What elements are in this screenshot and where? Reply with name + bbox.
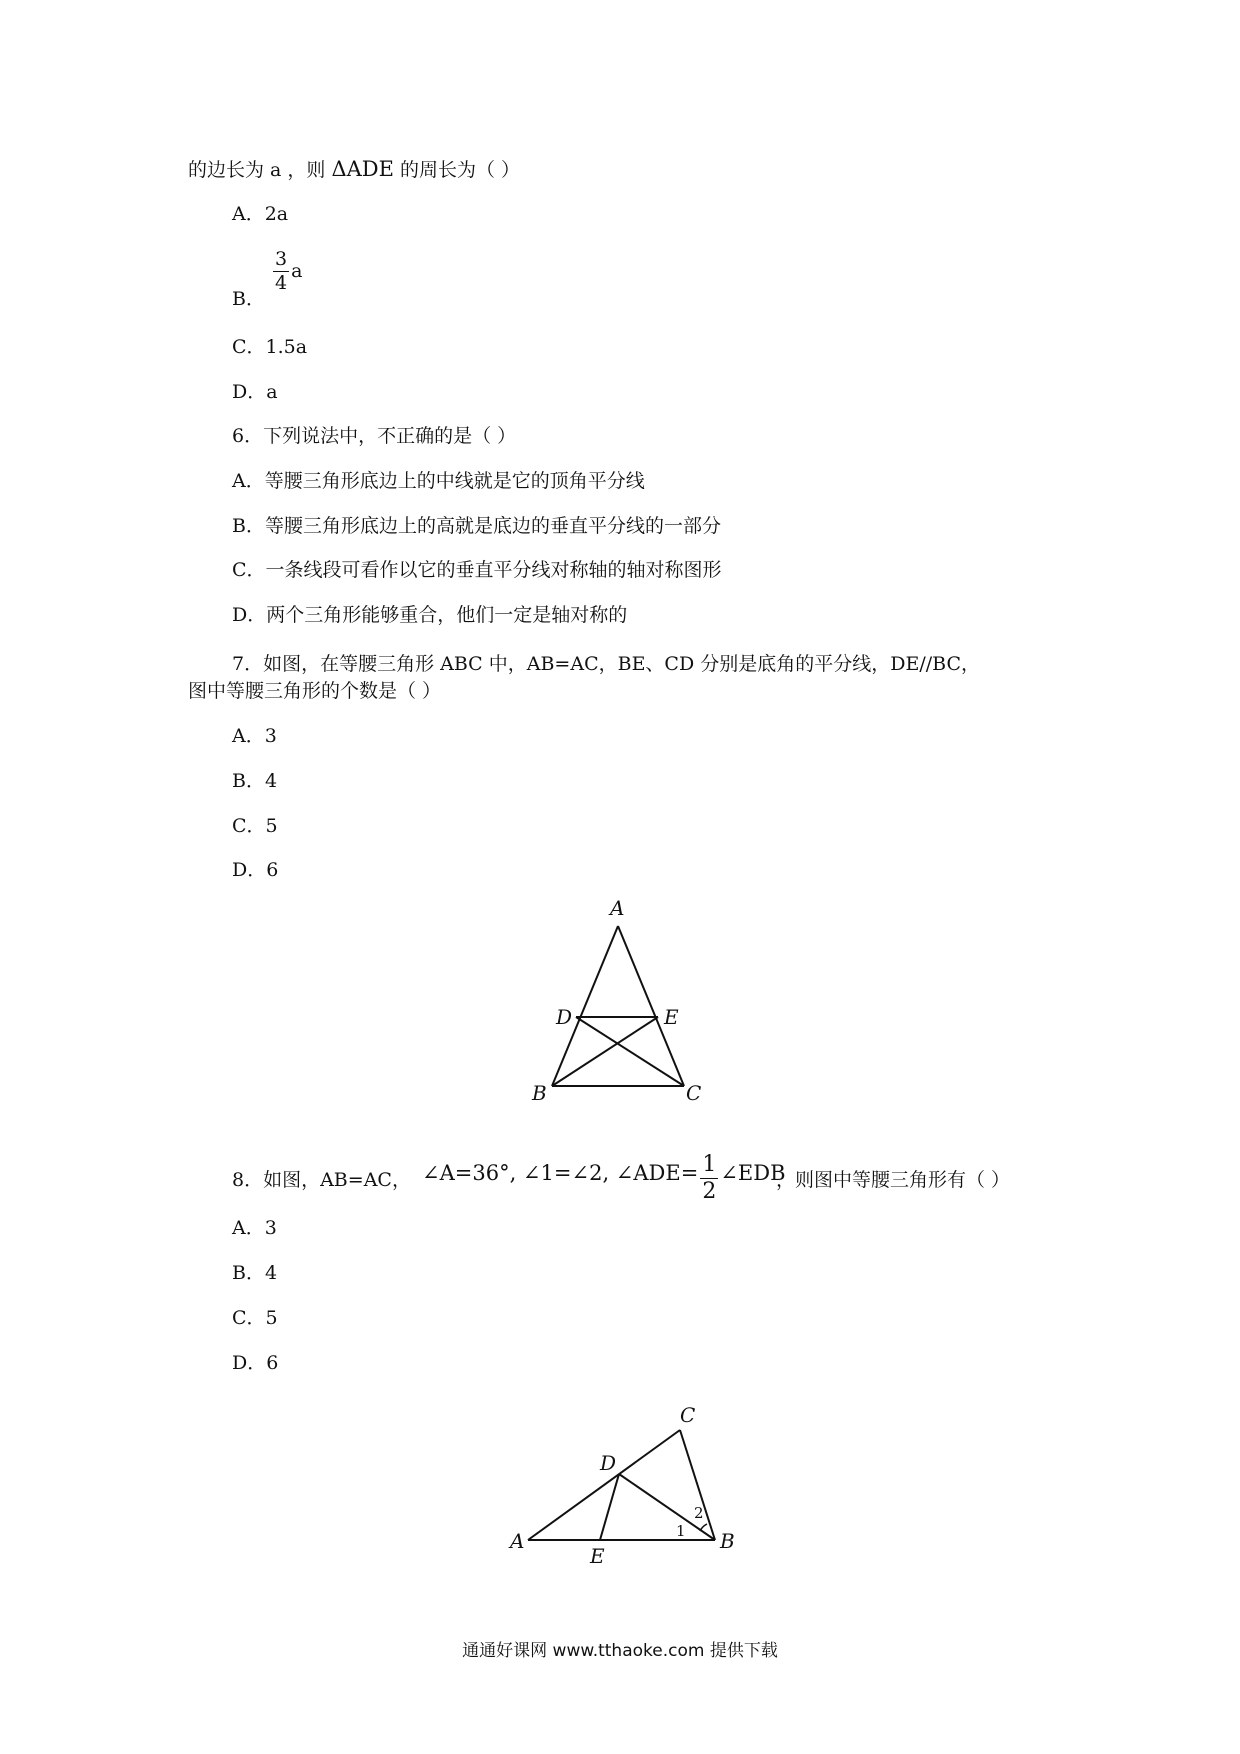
q8-angle-label-2: 2 [694, 1504, 704, 1522]
q8-option-d: D．6 [232, 1352, 279, 1374]
q8-label-c: C [680, 1403, 696, 1427]
q5-option-d: D．a [232, 381, 278, 403]
q6-option-d: D．两个三角形能够重合，他们一定是轴对称的 [232, 604, 628, 626]
q5-option-b-numerator: 3 [275, 248, 288, 270]
q8-formula-denominator: 2 [702, 1179, 717, 1204]
q7-label-c: C [686, 1081, 702, 1105]
q6-option-c: C．一条线段可看作以它的垂直平分线对称轴的轴对称图形 [232, 559, 722, 581]
q7-option-c: C．5 [232, 815, 278, 837]
q5-option-b-variable: a [291, 259, 303, 282]
q7-label-d: D [556, 1005, 573, 1029]
q7-label-e: E [664, 1005, 679, 1029]
q7-label-a: A [610, 896, 625, 920]
q6-option-b: B．等腰三角形底边上的高就是底边的垂直平分线的一部分 [232, 515, 721, 537]
q5-option-b-label: B． [232, 287, 265, 310]
q7-stem-line1: 7．如图，在等腰三角形 ABC 中，AB=AC，BE、CD 分别是底角的平分线，DE//BC， [232, 653, 981, 675]
q7-option-d: D．6 [232, 859, 279, 881]
q8-angle-arc [700, 1524, 707, 1531]
q5-option-b-denominator: 4 [275, 272, 288, 294]
q8-label-b: B [720, 1529, 735, 1553]
q8-label-a: A [510, 1529, 525, 1553]
q8-stem-prefix: 8．如图，AB=AC， [232, 1169, 411, 1191]
q8-angle-label-1: 1 [676, 1522, 686, 1540]
q8-formula-numerator: 1 [702, 1152, 717, 1177]
q8-option-a: A．3 [232, 1217, 277, 1239]
q6-stem: 6．下列说法中，不正确的是（ ） [232, 425, 517, 447]
q5-triangle-symbol: ΔADE [331, 157, 394, 181]
q7-option-a: A．3 [232, 725, 277, 747]
q7-option-b: B．4 [232, 770, 278, 792]
q8-label-d: D [600, 1451, 617, 1475]
q7-stem-line2: 图中等腰三角形的个数是（ ） [188, 680, 442, 702]
q8-formula-part-a: ∠A=36°, ∠1=∠2, ∠ADE= [422, 1161, 699, 1185]
q8-option-c: C．5 [232, 1307, 278, 1329]
q8-formula-part-b: ∠EDB [720, 1161, 786, 1185]
q5-stem-part-b: 的周长为（ ） [393, 159, 521, 181]
q5-option-c: C．1.5a [232, 336, 308, 358]
q5-stem-part-a: 的边长为 a ，则 [188, 159, 332, 181]
q7-label-b: B [532, 1081, 547, 1105]
q5-option-a: A．2a [232, 203, 289, 225]
page-footer: 通通好课网 www.tthaoke.com 提供下载 [462, 1641, 778, 1661]
q8-label-e: E [590, 1544, 605, 1568]
q8-segment-de [600, 1474, 619, 1540]
q6-option-a: A．等腰三角形底边上的中线就是它的顶角平分线 [232, 470, 645, 492]
q8-option-b: B．4 [232, 1262, 278, 1284]
q8-stem-suffix: ，则图中等腰三角形有（ ） [776, 1169, 1011, 1191]
